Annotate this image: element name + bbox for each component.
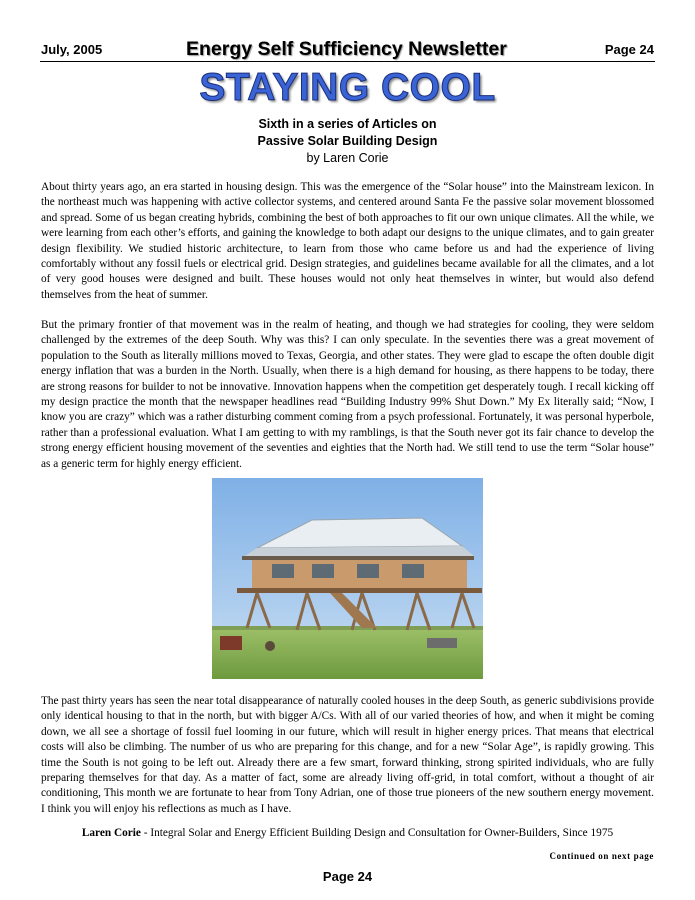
raised-house-photo — [212, 478, 483, 679]
header-divider — [40, 61, 655, 62]
article-subtitle-line2: Passive Solar Building Design — [257, 134, 438, 148]
issue-date: July, 2005 — [41, 42, 103, 57]
paragraph-2: But the primary frontier of that movement was in the realm of heating, and though we had strategies for cooling, they were seldom challenged by the extremes of the deep South. Why was this? I can only speculate. In the seventies there was a great movement of population to the South as literally millions moved to Texas, Georgia, and other states. They were glad to escape the often double digit energy inflation that was a burden in the North. Usually, when there is a high demand for housing, as there happens to be today, there are strong reasons for builder to not be innovative. Innovation happens when the competition get desperately tough. I recall kicking off my design practice the month that the newspaper headlines read “Building Industry 99% Shut Down.” My Ex literally said; “Now, I know you are crazy” which was a rather disturbing comment coming from a psych professional. Fortunately, it was personal hyperbole, rather than a professional evaluation. What I am getting to with my ramblings, is that the South never got its fair chance to develop the strong energy efficient housing movement of the seventies and eighties that the North had. We still tend to use the term “Solar house” as a generic term for highly energy efficient. — [41, 319, 654, 470]
paragraph-3: The past thirty years has seen the near total disappearance of naturally cooled houses in the deep South, as generic subdivisions provide only identical housing to that in the north, but with bigger A/Cs. With all of our varied theories of how, and when it might be coming down, we all see a shortage of fossil fuel looming in our future, which will result in higher energy prices. That means that electrical costs will also be climbing. The number of us who are preparing for this change, and for a new “Solar Age”, is rapidly growing. This time the South is not going to be left out. Already there are a few smart, forward thinking, strong spirited individuals, who are fully preparing themselves for that day. As a matter of fact, some are already living off-grid, in total comfort, without a thought of air conditioning, This month we are fortunate to hear from Tony Adrian, one of those true pioneers of the new southern energy movement. I think you will enjoy his reflections as much as I have. — [41, 695, 654, 815]
header-page-number: Page 24 — [604, 42, 654, 57]
continued-note: Continued on next page — [549, 851, 654, 861]
article-subtitle-line1: Sixth in a series of Articles on — [258, 117, 437, 131]
footer-page-number: Page 24 — [322, 869, 373, 884]
author-name: Laren Corie — [81, 827, 141, 839]
paragraph-1: About thirty years ago, an era started in housing design. This was the emergence of the “Solar house” into the Mainstream lexicon. In the northeast much was happening with active collector systems, and centered around Santa Fe the passive solar movement blossomed and spread. Some of us began creating hybrids, combining the best of both approaches to fit our own unique climates. All the while, we were learning from each other’s efforts, and gaining the knowledge to both adapt our designs to the unique climates, and to gain greater design flexibility. We studied historic architecture, to learn from those who came before us and had the experience of living comfortably without any fossil fuels or electrical grid. Design strategies, and guidelines became available for all the climates, and a lot of very good houses were designed and built. These houses would not only heat themselves in winter, but would also defend themselves from the heat of summer. — [41, 181, 654, 301]
newsletter-title: Energy Self Sufficiency Newsletter — [186, 38, 507, 60]
article-byline: by Laren Corie — [306, 151, 389, 165]
article-title: STAYING COOL — [199, 66, 496, 109]
author-credit-text: - Integral Solar and Energy Efficient Building Design and Consultation for Owner-Builders, Since 1975 — [140, 827, 614, 839]
author-credit — [41, 827, 654, 839]
